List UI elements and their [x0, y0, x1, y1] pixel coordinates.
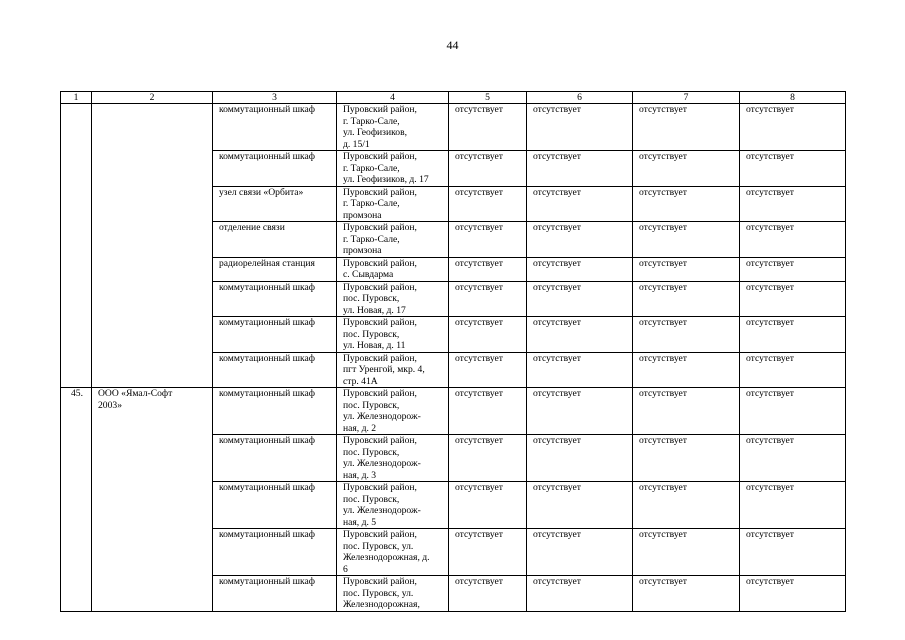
column-header: 5	[449, 92, 527, 104]
status-cell: отсутствует	[449, 317, 527, 353]
object-type-cell: коммутационный шкаф	[213, 482, 337, 529]
address-cell: Пуровский район, пгт Уренгой, мкр. 4, стр. 41А	[337, 352, 449, 388]
organization-cell	[92, 104, 213, 388]
status-cell: отсутствует	[449, 435, 527, 482]
address-cell: Пуровский район, г. Тарко-Сале, ул. Геофизиков, д. 17	[337, 151, 449, 187]
data-table	[60, 91, 846, 612]
status-cell: отсутствует	[740, 317, 846, 353]
address-cell: Пуровский район, с. Сывдарма	[337, 257, 449, 281]
address-cell: Пуровский район, пос. Пуровск, ул. Железнодорожная,	[337, 576, 449, 612]
column-header: 1	[61, 92, 92, 104]
address-cell: Пуровский район, г. Тарко-Сале, промзона	[337, 186, 449, 222]
object-type-cell: коммутационный шкаф	[213, 104, 337, 151]
object-type-cell: коммутационный шкаф	[213, 352, 337, 388]
status-cell: отсутствует	[449, 482, 527, 529]
object-type-cell: коммутационный шкаф	[213, 151, 337, 187]
status-cell: отсутствует	[527, 529, 633, 576]
column-header: 6	[527, 92, 633, 104]
number-cell: 45.	[61, 388, 92, 612]
address-cell: Пуровский район, г. Тарко-Сале, промзона	[337, 222, 449, 258]
organization-cell: ООО «Ямал-Софт 2003»	[92, 388, 213, 612]
status-cell: отсутствует	[527, 576, 633, 612]
status-cell: отсутствует	[527, 435, 633, 482]
page-number: 44	[446, 38, 459, 52]
status-cell: отсутствует	[449, 576, 527, 612]
status-cell: отсутствует	[449, 281, 527, 317]
object-type-cell: коммутационный шкаф	[213, 388, 337, 435]
address-cell: Пуровский район, пос. Пуровск, ул. Железнодорож- ная, д. 2	[337, 388, 449, 435]
object-type-cell: коммутационный шкаф	[213, 435, 337, 482]
status-cell: отсутствует	[633, 104, 740, 151]
number-cell	[61, 104, 92, 388]
column-header: 2	[92, 92, 213, 104]
object-type-cell: узел связи «Орбита»	[213, 186, 337, 222]
status-cell: отсутствует	[740, 352, 846, 388]
status-cell: отсутствует	[740, 388, 846, 435]
object-type-cell: коммутационный шкаф	[213, 317, 337, 353]
table-header-row	[61, 92, 846, 104]
table-row	[61, 388, 846, 435]
status-cell: отсутствует	[633, 281, 740, 317]
column-header: 7	[633, 92, 740, 104]
column-header: 3	[213, 92, 337, 104]
status-cell: отсутствует	[527, 317, 633, 353]
status-cell: отсутствует	[527, 222, 633, 258]
status-cell: отсутствует	[633, 151, 740, 187]
status-cell: отсутствует	[449, 529, 527, 576]
object-type-cell: коммутационный шкаф	[213, 576, 337, 612]
status-cell: отсутствует	[633, 352, 740, 388]
address-cell: Пуровский район, пос. Пуровск, ул. Новая, д. 17	[337, 281, 449, 317]
status-cell: отсутствует	[633, 388, 740, 435]
table-row	[61, 104, 846, 151]
address-cell: Пуровский район, пос. Пуровск, ул. Железнодорожная, д. 6	[337, 529, 449, 576]
object-type-cell: отделение связи	[213, 222, 337, 258]
status-cell: отсутствует	[449, 222, 527, 258]
status-cell: отсутствует	[740, 104, 846, 151]
status-cell: отсутствует	[633, 529, 740, 576]
status-cell: отсутствует	[449, 151, 527, 187]
status-cell: отсутствует	[527, 281, 633, 317]
status-cell: отсутствует	[527, 482, 633, 529]
status-cell: отсутствует	[527, 352, 633, 388]
status-cell: отсутствует	[527, 104, 633, 151]
status-cell: отсутствует	[527, 186, 633, 222]
status-cell: отсутствует	[527, 257, 633, 281]
status-cell: отсутствует	[740, 222, 846, 258]
status-cell: отсутствует	[740, 529, 846, 576]
object-type-cell: коммутационный шкаф	[213, 281, 337, 317]
column-header: 8	[740, 92, 846, 104]
address-cell: Пуровский район, пос. Пуровск, ул. Железнодорож- ная, д. 5	[337, 482, 449, 529]
column-header: 4	[337, 92, 449, 104]
status-cell: отсутствует	[633, 257, 740, 281]
status-cell: отсутствует	[633, 576, 740, 612]
object-type-cell: коммутационный шкаф	[213, 529, 337, 576]
address-cell: Пуровский район, г. Тарко-Сале, ул. Геофизиков, д. 15/1	[337, 104, 449, 151]
status-cell: отсутствует	[740, 576, 846, 612]
status-cell: отсутствует	[740, 482, 846, 529]
status-cell: отсутствует	[740, 435, 846, 482]
address-cell: Пуровский район, пос. Пуровск, ул. Железнодорож- ная, д. 3	[337, 435, 449, 482]
status-cell: отсутствует	[633, 482, 740, 529]
status-cell: отсутствует	[633, 435, 740, 482]
status-cell: отсутствует	[740, 281, 846, 317]
status-cell: отсутствует	[633, 222, 740, 258]
object-type-cell: радиорелейная станция	[213, 257, 337, 281]
address-cell: Пуровский район, пос. Пуровск, ул. Новая, д. 11	[337, 317, 449, 353]
status-cell: отсутствует	[740, 257, 846, 281]
status-cell: отсутствует	[449, 186, 527, 222]
status-cell: отсутствует	[449, 257, 527, 281]
status-cell: отсутствует	[633, 186, 740, 222]
status-cell: отсутствует	[740, 151, 846, 187]
status-cell: отсутствует	[740, 186, 846, 222]
status-cell: отсутствует	[527, 151, 633, 187]
status-cell: отсутствует	[449, 352, 527, 388]
status-cell: отсутствует	[527, 388, 633, 435]
status-cell: отсутствует	[449, 388, 527, 435]
status-cell: отсутствует	[633, 317, 740, 353]
status-cell: отсутствует	[449, 104, 527, 151]
